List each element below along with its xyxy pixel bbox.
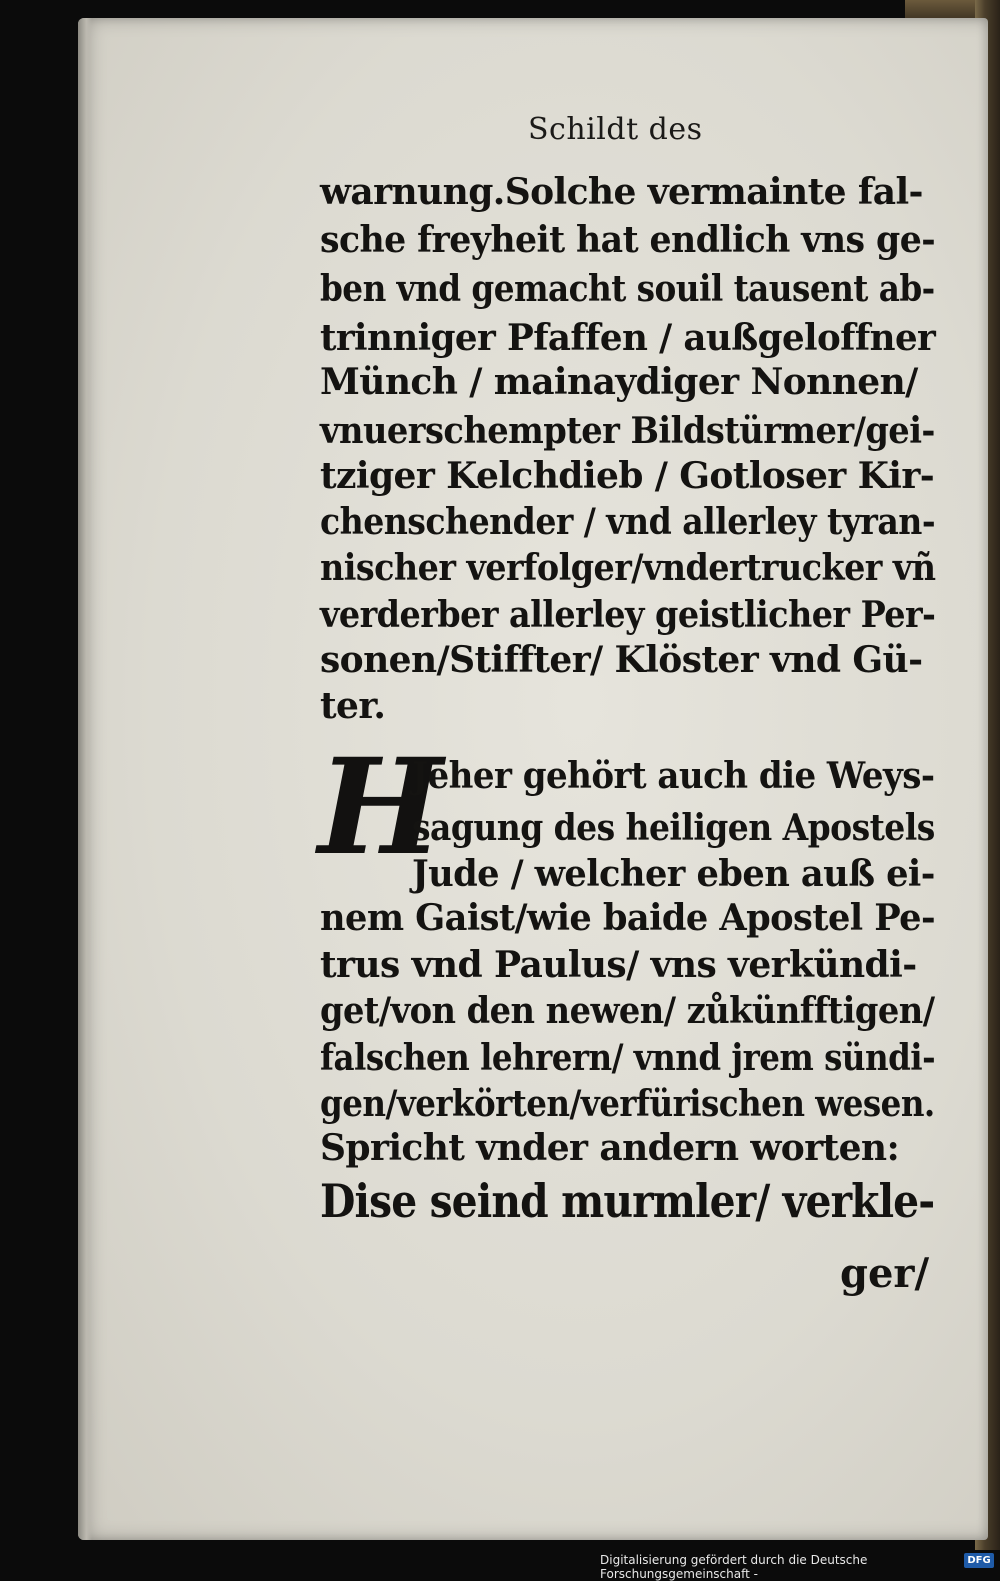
text-line: ben vnd gemacht souil tausent ab- bbox=[320, 268, 935, 310]
text-line: Jeher gehört auch die Weys- bbox=[412, 755, 935, 797]
text-line: Spricht vnder andern worten: bbox=[320, 1127, 900, 1169]
text-line: warnung.Solche vermainte fal- bbox=[320, 171, 923, 213]
text-line: nischer verfolger/vndertrucker vñ bbox=[320, 547, 936, 589]
page-gutter-shadow bbox=[78, 18, 92, 1540]
drop-cap-initial: H bbox=[318, 730, 443, 885]
running-head: Schildt des bbox=[528, 112, 703, 147]
text-line: get/von den newen/ zůkünfftigen/ bbox=[320, 990, 935, 1032]
dfg-logo: DFG bbox=[964, 1553, 994, 1568]
text-line: Dise seind murmler/ verkle- bbox=[320, 1174, 935, 1228]
text-line: sonen/Stiffter/ Klöster vnd Gü- bbox=[320, 639, 923, 681]
text-line: trinniger Pfaffen / außgeloffner bbox=[320, 317, 936, 359]
text-line: verderber allerley geistlicher Per- bbox=[320, 594, 936, 636]
catchword: ger/ bbox=[840, 1250, 930, 1297]
text-line: sagung des heiligen Apostels bbox=[412, 807, 935, 849]
text-line: Jude / welcher eben auß ei- bbox=[412, 853, 935, 895]
text-line: Münch / mainaydiger Nonnen/ bbox=[320, 361, 918, 403]
text-line: chenschender / vnd allerley tyran- bbox=[320, 501, 936, 543]
text-line: vnuerschempter Bildstürmer/gei- bbox=[320, 410, 935, 452]
text-line: ter. bbox=[320, 685, 386, 727]
text-line: sche freyheit hat endlich vns ge- bbox=[320, 219, 936, 261]
text-line: nem Gaist/wie baide Apostel Pe- bbox=[320, 897, 936, 939]
text-line: gen/verkörten/verfürischen wesen. bbox=[320, 1083, 935, 1125]
digitization-credit: Digitalisierung gefördert durch die Deutsche Forschungsgemeinschaft - bbox=[600, 1553, 868, 1581]
text-line: trus vnd Paulus/ vns verkündi- bbox=[320, 944, 917, 986]
text-line: tziger Kelchdieb / Gotloser Kir- bbox=[320, 455, 935, 497]
text-line: falschen lehrern/ vnnd jrem sündi- bbox=[320, 1037, 936, 1079]
